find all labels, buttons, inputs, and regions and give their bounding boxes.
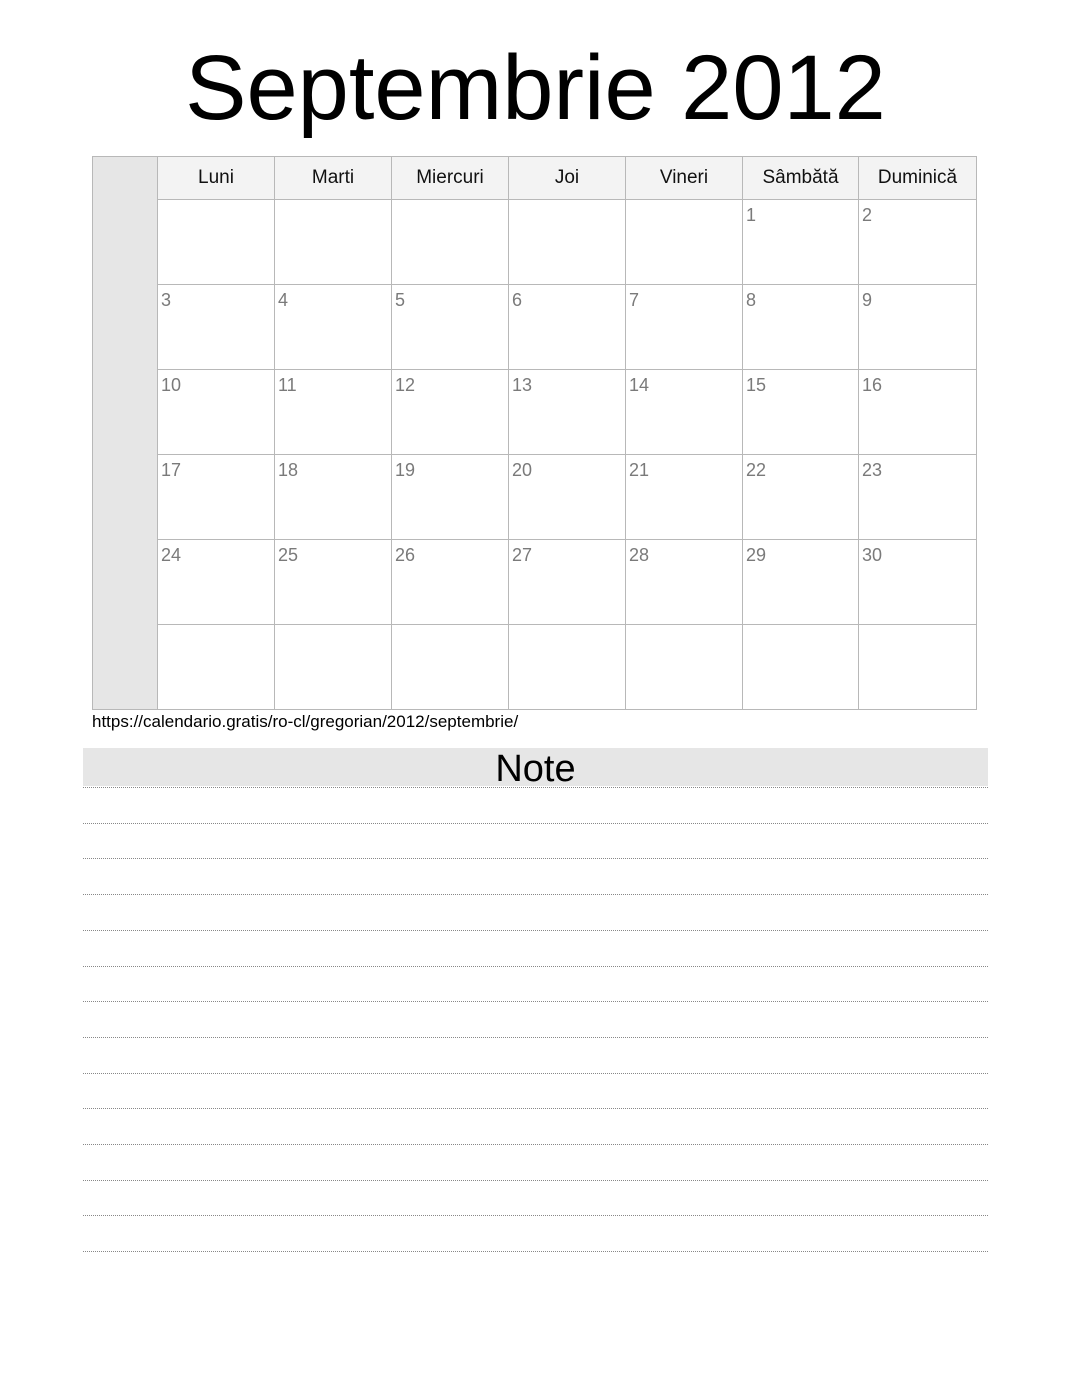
day-number: 17 (161, 460, 182, 480)
day-cell (626, 370, 743, 455)
day-number: 14 (629, 375, 650, 395)
day-cell (275, 200, 392, 285)
day-number: 5 (395, 290, 406, 310)
day-cell (509, 370, 626, 455)
week-sidebar (93, 157, 158, 709)
note-line (83, 966, 988, 967)
day-cell (743, 285, 859, 370)
day-cell (275, 455, 392, 540)
day-number: 12 (395, 375, 416, 395)
day-number: 9 (862, 290, 873, 310)
day-cell (509, 285, 626, 370)
calendar-grid (92, 156, 977, 710)
day-cell (859, 625, 976, 709)
note-line (83, 1215, 988, 1216)
day-cell (859, 540, 976, 625)
day-cell (392, 625, 509, 709)
day-number: 3 (161, 290, 172, 310)
weekday-header: Vineri (626, 157, 743, 200)
day-cell (859, 200, 976, 285)
day-cell (743, 200, 859, 285)
day-cell (626, 285, 743, 370)
weekday-header: Miercuri (392, 157, 509, 200)
day-cell (743, 540, 859, 625)
day-number: 4 (278, 290, 289, 310)
day-number: 25 (278, 545, 299, 565)
day-cell (859, 285, 976, 370)
day-cell (275, 285, 392, 370)
day-cell (743, 455, 859, 540)
weekday-header: Duminică (859, 157, 976, 200)
day-number: 1 (746, 205, 757, 225)
note-line (83, 930, 988, 931)
day-number: 24 (161, 545, 182, 565)
day-cell (158, 625, 275, 709)
note-line (83, 1108, 988, 1109)
day-cell (158, 455, 275, 540)
source-url: https://calendario.gratis/ro-cl/gregorian/2012/septembrie/ (92, 712, 519, 731)
day-cell (626, 540, 743, 625)
day-cell (158, 200, 275, 285)
calendar-days-grid (158, 157, 976, 709)
day-cell (626, 200, 743, 285)
notes-title: Note (83, 748, 988, 786)
note-line (83, 1037, 988, 1038)
day-number: 26 (395, 545, 416, 565)
day-cell (275, 370, 392, 455)
day-cell (509, 540, 626, 625)
day-number: 21 (629, 460, 650, 480)
day-cell (626, 625, 743, 709)
day-cell (392, 285, 509, 370)
note-line (83, 1144, 988, 1145)
note-line (83, 1073, 988, 1074)
note-line (83, 858, 988, 859)
note-line (83, 1251, 988, 1252)
day-cell (275, 625, 392, 709)
day-cell (859, 370, 976, 455)
day-cell (509, 625, 626, 709)
note-line (83, 894, 988, 895)
day-cell (509, 200, 626, 285)
note-line (83, 1001, 988, 1002)
day-cell (158, 370, 275, 455)
day-number: 19 (395, 460, 416, 480)
day-number: 28 (629, 545, 650, 565)
day-number: 20 (512, 460, 533, 480)
weekday-header: Luni (158, 157, 275, 200)
day-cell (392, 370, 509, 455)
page-title: Septembrie 2012 (185, 37, 886, 139)
day-number: 10 (161, 375, 182, 395)
note-line (83, 1180, 988, 1181)
day-number: 7 (629, 290, 640, 310)
weekday-header: Joi (509, 157, 626, 200)
day-number: 27 (512, 545, 533, 565)
day-cell (392, 455, 509, 540)
day-cell (626, 455, 743, 540)
day-cell (392, 200, 509, 285)
note-line (83, 787, 988, 788)
note-line (83, 823, 988, 824)
day-cell (509, 455, 626, 540)
day-number: 16 (862, 375, 883, 395)
day-number: 18 (278, 460, 299, 480)
day-number: 22 (746, 460, 767, 480)
day-number: 23 (862, 460, 883, 480)
day-number: 15 (746, 375, 767, 395)
weekday-header: Marti (275, 157, 392, 200)
weekday-header: Sâmbătă (743, 157, 859, 200)
day-number: 30 (862, 545, 883, 565)
day-cell (743, 625, 859, 709)
day-number: 2 (862, 205, 873, 225)
day-cell (275, 540, 392, 625)
day-number: 11 (278, 375, 297, 395)
day-number: 8 (746, 290, 757, 310)
day-number: 13 (512, 375, 533, 395)
day-number: 29 (746, 545, 767, 565)
day-cell (158, 285, 275, 370)
day-cell (392, 540, 509, 625)
day-cell (859, 455, 976, 540)
day-number: 6 (512, 290, 523, 310)
day-cell (743, 370, 859, 455)
day-cell (158, 540, 275, 625)
